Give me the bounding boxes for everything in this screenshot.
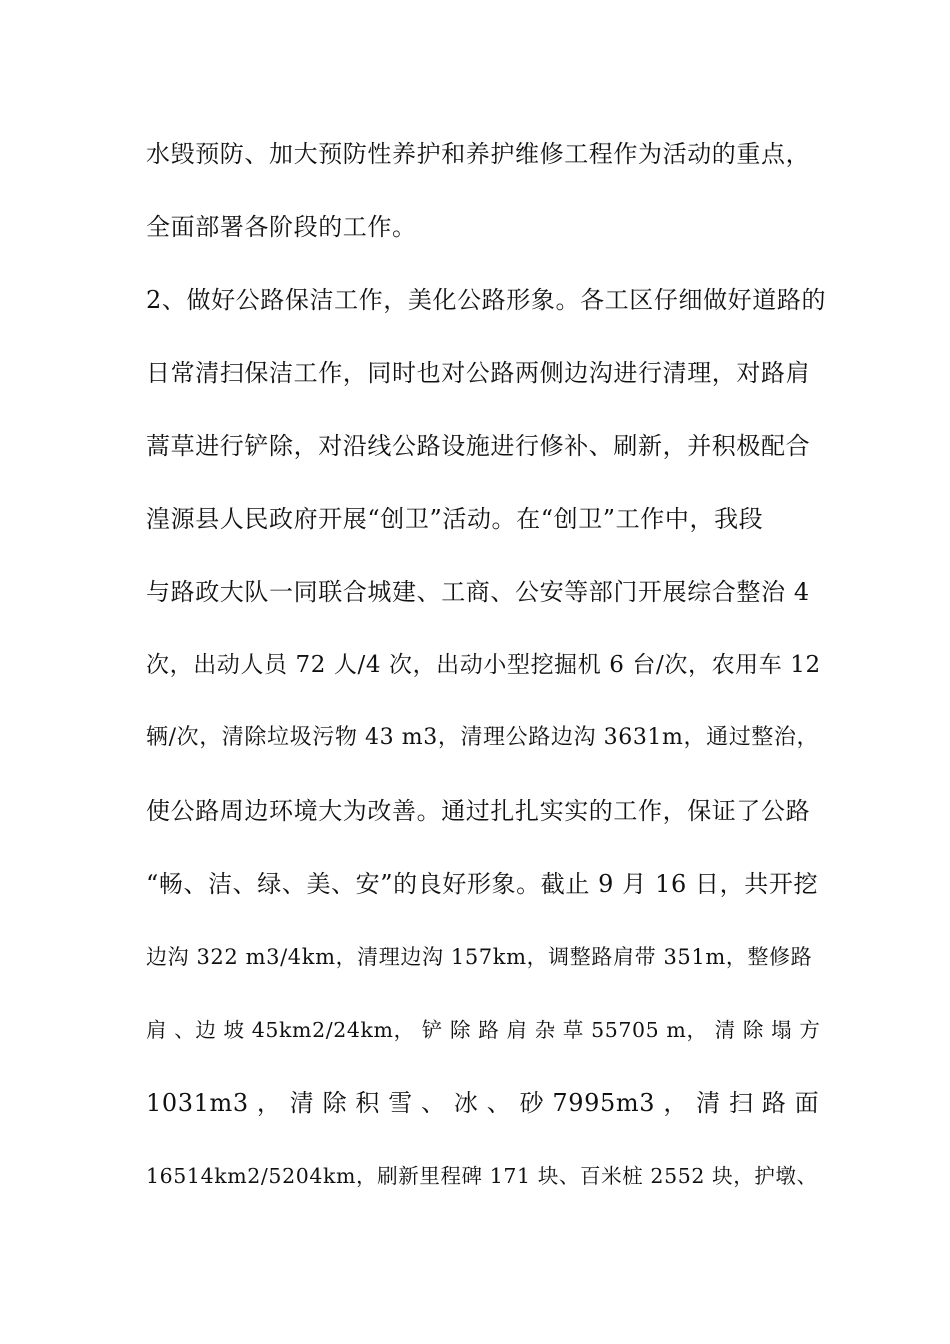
text-line-10: 使公路周边环境大为改善。通过扎扎实实的工作，保证了公路 <box>146 797 811 825</box>
text-line-8: 次，出动人员 72 人/4 次，出动小型挖掘机 6 台/次，农用车 12 <box>146 652 821 678</box>
text-line-6: 湟源县人民政府开展“创卫”活动。在“创卫”工作中，我段 <box>146 505 764 533</box>
text-line-2: 全面部署各阶段的工作。 <box>146 213 417 241</box>
text-line-12: 边沟 322 m3/4km，清理边沟 157km，调整路肩带 351m，整修路 <box>146 945 813 969</box>
text-line-4: 日常清扫保洁工作，同时也对公路两侧边沟进行清理，对路肩 <box>146 359 811 387</box>
text-line-1: 水毁预防、加大预防性养护和养护维修工程作为活动的重点， <box>146 140 811 168</box>
text-line-13: 肩 、边 坡 45km2/24km， 铲 除 路 肩 杂 草 55705 m， 清 除 塌 方 <box>146 1018 821 1042</box>
text-line-9: 辆/次，清除垃圾污物 43 m3，清理公路边沟 3631m，通过整治， <box>146 725 820 750</box>
text-line-15: 16514km2/5204km，刷新里程碑 171 块、百米桩 2552 块，护墩、 <box>146 1164 818 1188</box>
text-line-5: 蒿草进行铲除，对沿线公路设施进行修补、刷新，并积极配合 <box>146 432 811 460</box>
text-line-14: 1031m3 ， 清 除 积 雪 、 冰 、 砂 7995m3 ， 清 扫 路 面 <box>146 1089 820 1117</box>
text-line-11: “畅、洁、绿、美、安”的良好形象。截止 9 月 16 日，共开挖 <box>146 870 819 898</box>
text-line-7: 与路政大队一同联合城建、工商、公安等部门开展综合整治 4 <box>146 578 810 606</box>
text-line-3: 2、做好公路保洁工作，美化公路形象。各工区仔细做好道路的 <box>146 286 827 314</box>
